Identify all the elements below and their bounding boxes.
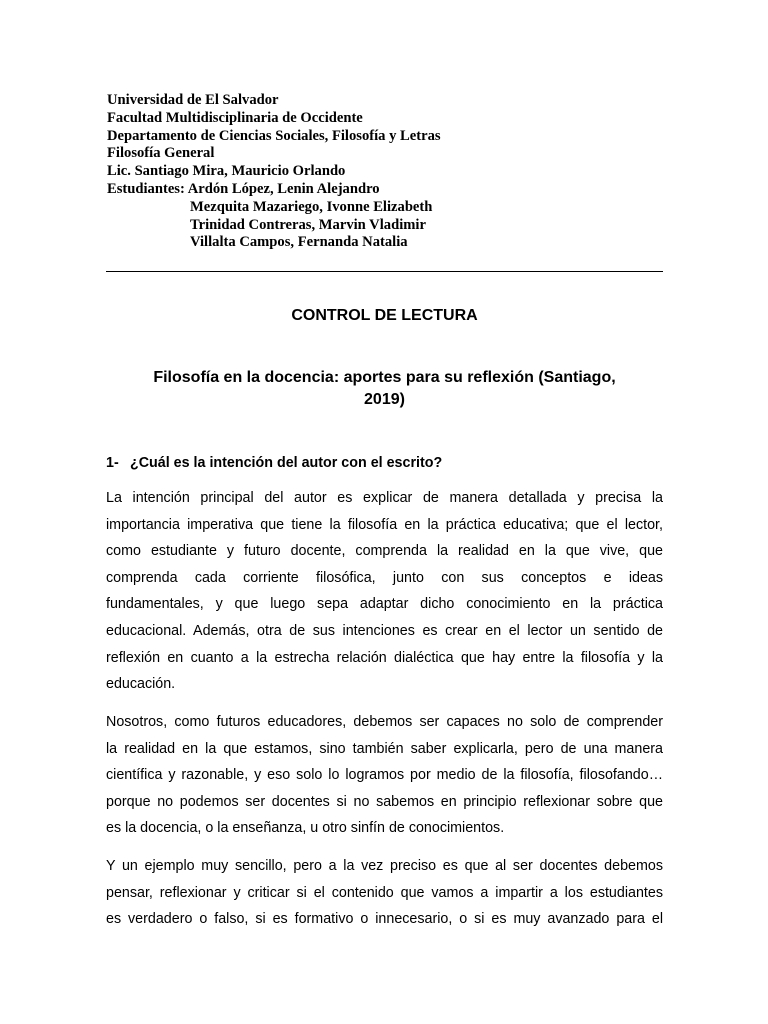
question-text: ¿Cuál es la intención del autor con el escrito? [130, 455, 443, 471]
paragraph-line: reflexión en cuanto a la estrecha relación dialéctica que hay entre la filosofía y la [106, 649, 663, 666]
answer-paragraph [106, 853, 663, 933]
document-header [107, 92, 667, 252]
question-number: 1- [106, 455, 119, 471]
subtitle-line: 2019) [364, 391, 405, 408]
paragraph-line: La intención principal del autor es explicar de manera detallada y precisa la [106, 490, 663, 506]
answer-paragraph [106, 709, 663, 842]
header-student-name: Trinidad Contreras, Marvin Vladimir [190, 216, 426, 233]
paragraph-line: educación. [106, 676, 176, 693]
subtitle-line: Filosofía en la docencia: aportes para su reflexión (Santiago, [153, 369, 616, 386]
paragraph-line: científica y razonable, y eso solo lo logramos por medio de la filosofía, filosofando… [106, 767, 663, 784]
answer-paragraph [106, 485, 663, 698]
header-professor: Lic. Santiago Mira, Mauricio Orlando [107, 163, 346, 180]
paragraph-line: pensar, reflexionar y criticar si el contenido que vamos a impartir a los estudiantes [106, 884, 663, 901]
header-student-name: Villalta Campos, Fernanda Natalia [190, 234, 408, 251]
paragraph-line: porque no podemos ser docentes si no sabemos en principio reflexionar sobre que [106, 793, 663, 810]
paragraph-line: importancia imperativa que tiene la filosofía en la práctica educativa; que el lector, [106, 516, 663, 533]
header-faculty: Facultad Multidisciplinaria de Occidente [107, 109, 363, 126]
header-students: Estudiantes: Ardón López, Lenin Alejandro [107, 180, 380, 197]
paragraph-line: Y un ejemplo muy sencillo, pero a la vez preciso es que al ser docentes debemos [106, 858, 663, 874]
paragraph-line: como estudiante y futuro docente, comprenda la realidad en la que vive, que [106, 543, 663, 560]
header-university: Universidad de El Salvador [107, 92, 279, 108]
paragraph-line: la realidad en la que estamos, sino también saber explicarla, pero de una manera [106, 740, 663, 757]
header-divider [106, 271, 663, 272]
document-title: CONTROL DE LECTURA [291, 307, 478, 324]
header-course: Filosofía General [107, 145, 215, 162]
header-student-name: Mezquita Mazariego, Ivonne Elizabeth [190, 198, 433, 215]
document-subtitle [106, 367, 663, 411]
paragraph-line: comprenda cada corriente filosófica, junto con sus conceptos e ideas [106, 569, 663, 586]
paragraph-line: Nosotros, como futuros educadores, debemos ser capaces no solo de comprender [106, 714, 663, 730]
paragraph-line: fundamentales, y que luego sepa adaptar dicho conocimiento en la práctica [106, 596, 663, 613]
paragraph-line: es la docencia, o la enseñanza, u otro sinfín de conocimientos. [106, 820, 505, 837]
header-department: Departamento de Ciencias Sociales, Filosofía y Letras [107, 127, 441, 144]
question-heading [106, 454, 663, 472]
paragraph-line: es verdadero o falso, si es formativo o innecesario, o si es muy avanzado para el [106, 911, 663, 928]
paragraph-line: educacional. Además, otra de sus intenciones es crear en el lector un sentido de [106, 622, 663, 639]
